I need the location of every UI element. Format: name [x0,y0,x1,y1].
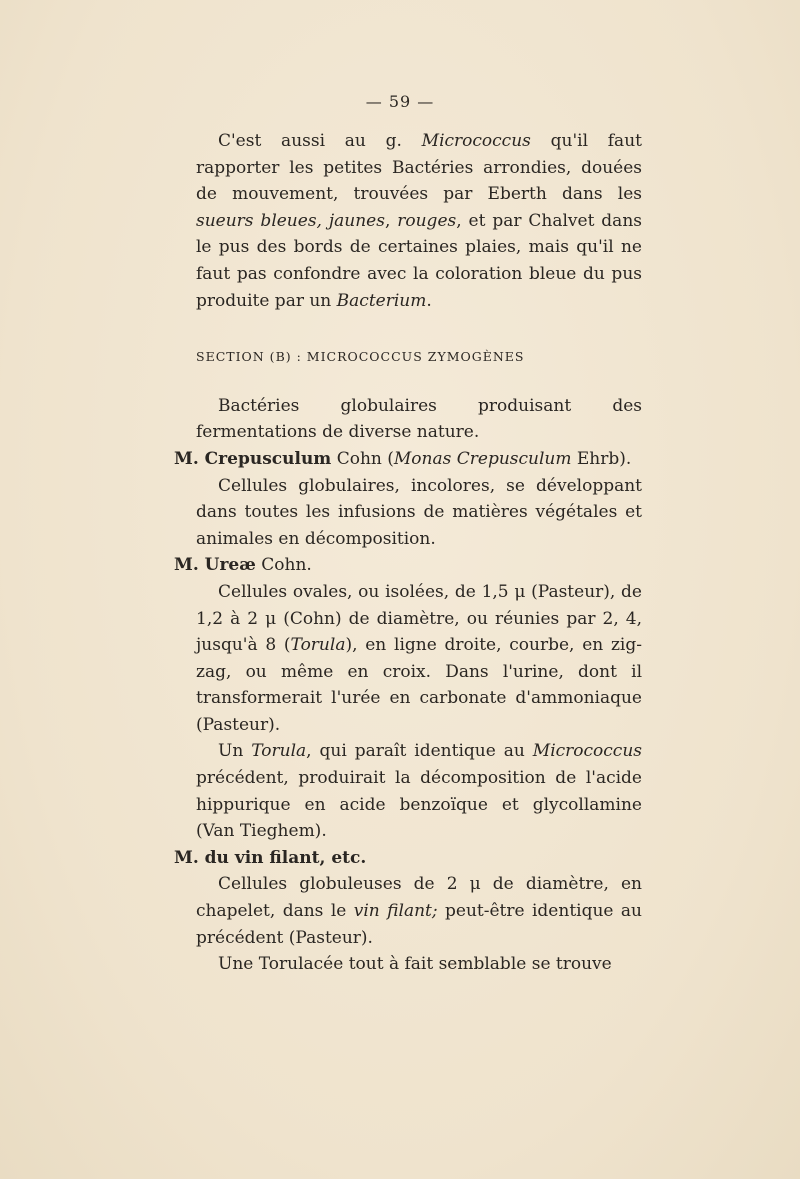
genus-name: Torula [290,635,346,656]
entry-title [174,845,642,872]
synonym: Monas Crepusculum [393,448,572,469]
text-run: . [426,290,432,311]
section-heading: SECTION (B) : MICROCOCCUS ZYMOGÈNES [196,349,525,365]
entry-description [196,871,642,951]
text-run: , et par Chalvet dans le pus des bords de certaines plaies, mais qu'il ne faut pas confondre avec la coloration bleue du pus produite par un [196,210,642,311]
genus-name: Micrococcus [532,741,642,762]
species-label: M. Crepusculum [174,448,332,469]
genus-name: Torula [251,741,307,762]
entry-description: Cellules globulaires, incolores, se développant dans toutes les infusions de matières végétales et animales en décomposition. [196,475,642,549]
text-column [174,128,642,978]
text-run: qu'il faut rapporter les petites Bactéries arrondies, douées de mouvement, trouvées par Eberth dans les [196,131,642,205]
text-run: Ehrb). [571,448,632,469]
text-run: Cellules ovales, ou isolées, de 1,5 μ (Pasteur), de 1,2 à 2 μ (Cohn) de diamètre, ou réunies par 2, 4, jusqu'à 8 ( [196,581,642,656]
text-run: Un [218,741,252,762]
text-run: peut-être identique au précédent (Pasteur). [196,901,642,948]
entry-title [174,446,642,473]
species-label: M. Ureæ [174,555,256,576]
italic-term: sueurs bleues, jaunes [196,210,385,231]
text-run: C'est aussi au g. [218,131,422,151]
entry-description [196,738,642,844]
author: Cohn. [255,555,312,576]
italic-term: vin filant; [353,901,438,922]
entry-title [174,552,642,579]
section-intro: Bactéries globulaires produisant des fermentations de diverse nature. [196,395,642,443]
text-run: Cellules globuleuses de 2 μ de diamètre, en chapelet, dans le [196,874,642,922]
genus-name: Bacterium [336,290,427,311]
author: Cohn [331,448,388,469]
intro-paragraph [196,128,642,314]
text-run: , [384,210,398,231]
genus-name: Micrococcus [421,131,531,151]
species-label: M. du vin filant, etc. [174,847,367,868]
italic-term: rouges [397,210,457,231]
page-number: — 59 — [365,92,435,111]
text-run: , qui paraît identique au [306,741,533,762]
text-run: ( [387,448,394,469]
entry-description [196,579,642,739]
text-run: précédent, produirait la décomposition de l'acide hippurique en acide benzoïque et glycollamine (Van Tieghem). [196,768,642,842]
text-run: ), en ligne droite, courbe, en zig-zag, ou même en croix. Dans l'urine, dont il transformerait l'urée en carbonate d'ammoniaque (Pasteur). [196,635,642,735]
entry-description: Une Torulacée tout à fait semblable se trouve [218,954,612,975]
